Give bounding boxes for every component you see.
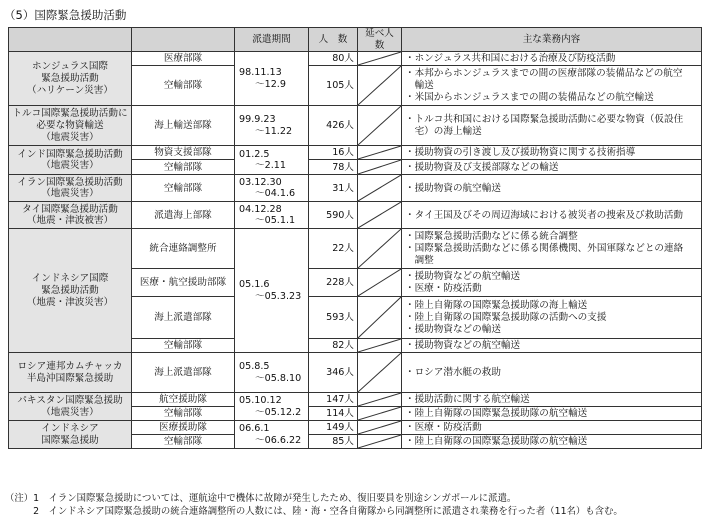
dispatch-period: 04.12.28 ～05.1.1 — [235, 202, 309, 229]
diagonal-line — [358, 269, 401, 296]
diagonal-line — [358, 297, 401, 338]
cumulative-empty-cell — [358, 353, 402, 393]
diagonal-line — [358, 421, 401, 434]
personnel-count: 149人 — [309, 421, 358, 435]
duty-description: ・タイ王国及びその周辺海域における被災者の捜索及び救助活動 — [402, 202, 702, 229]
cumulative-empty-cell — [358, 52, 402, 66]
duty-description: ・援助物資の引き渡し及び援助物資に関する技術指導 — [402, 146, 702, 160]
diagonal-line — [358, 393, 401, 406]
unit-name: 海上輸送部隊 — [132, 106, 235, 146]
header-activity — [9, 28, 132, 52]
activity-name: インドネシア 国際緊急援助 — [9, 421, 132, 449]
unit-name: 空輸部隊 — [132, 160, 235, 175]
personnel-count: 22人 — [309, 229, 358, 269]
personnel-count: 228人 — [309, 269, 358, 297]
footnote-1: （注）1 イラン国際緊急援助については、運航途中で機体に故障が発生したため、復旧要員を別途シンガポールに派遣。 — [5, 493, 517, 504]
header-duties: 主な業務内容 — [402, 28, 702, 52]
unit-name: 医療部隊 — [132, 52, 235, 66]
activity-name: トルコ国際緊急援助活動に 必要な物資輸送 （地震災害） — [9, 106, 132, 146]
dispatch-period: 05.10.12 ～05.12.2 — [235, 393, 309, 421]
personnel-count: 426人 — [309, 106, 358, 146]
activity-name: ホンジュラス国際 緊急援助活動 （ハリケーン災害） — [9, 52, 132, 106]
duty-description: ・医療・防疫活動 — [402, 421, 702, 435]
activity-name: イラン国際緊急援助活動 （地震災害） — [9, 175, 132, 202]
unit-name: 空輸部隊 — [132, 339, 235, 353]
cumulative-empty-cell — [358, 202, 402, 229]
personnel-count: 16人 — [309, 146, 358, 160]
cumulative-empty-cell — [358, 106, 402, 146]
unit-name: 航空援助隊 — [132, 393, 235, 407]
unit-name: 海上派遣部隊 — [132, 353, 235, 393]
footnote-2: 2 インドネシア国際緊急援助の統合連絡調整所の人数には、陸・海・空各自衛隊から同調整所に派遣され業務を行った者（11名）も含む。 — [5, 506, 623, 518]
table-row — [9, 353, 702, 393]
personnel-count: 78人 — [309, 160, 358, 175]
cumulative-empty-cell — [358, 269, 402, 297]
diagonal-line — [358, 435, 401, 448]
cumulative-empty-cell — [358, 393, 402, 407]
unit-name: 空輸部隊 — [132, 66, 235, 106]
duty-description: ・トルコ共和国における国際緊急援助活動に必要な物資（仮設住 宅）の海上輸送 — [402, 106, 702, 146]
header-period: 派遣期間 — [235, 28, 309, 52]
cumulative-empty-cell — [358, 146, 402, 160]
cumulative-empty-cell — [358, 66, 402, 106]
dispatch-period: 99.9.23 ～11.22 — [235, 106, 309, 146]
personnel-count: 80人 — [309, 52, 358, 66]
unit-name: 空輸部隊 — [132, 175, 235, 202]
activity-name: インドネシア国際 緊急援助活動 （地震・津波災害） — [9, 229, 132, 353]
table-row — [9, 106, 702, 146]
diagonal-line — [358, 146, 401, 159]
unit-name: 医療援助隊 — [132, 421, 235, 435]
unit-name: 派遣海上部隊 — [132, 202, 235, 229]
duty-description: ・援助物資の航空輸送 — [402, 175, 702, 202]
cumulative-empty-cell — [358, 175, 402, 202]
table-row — [9, 202, 702, 229]
personnel-count: 82人 — [309, 339, 358, 353]
diagonal-line — [358, 407, 401, 420]
personnel-count: 590人 — [309, 202, 358, 229]
relief-activities-table — [8, 27, 702, 449]
duty-description: ・ホンジュラス共和国における治療及び防疫活動 — [402, 52, 702, 66]
duty-description: ・援助物資などの航空輸送 ・医療・防疫活動 — [402, 269, 702, 297]
header-cumulative: 延べ人数 — [358, 28, 402, 52]
table-row — [9, 393, 702, 407]
duty-description: ・陸上自衛隊の国際緊急援助隊の航空輸送 — [402, 435, 702, 449]
dispatch-period: 03.12.30 ～04.1.6 — [235, 175, 309, 202]
diagonal-line — [358, 202, 401, 228]
diagonal-line — [358, 66, 401, 105]
table-row — [9, 52, 702, 66]
unit-name: 空輸部隊 — [132, 407, 235, 421]
unit-name: 海上派遣部隊 — [132, 297, 235, 339]
personnel-count: 85人 — [309, 435, 358, 449]
diagonal-line — [358, 160, 401, 174]
header-personnel: 人 数 — [309, 28, 358, 52]
duty-description: ・陸上自衛隊の国際緊急援助隊の海上輸送 ・陸上自衛隊の国際緊急援助隊の活動への支援 ・援助物資などの輸送 — [402, 297, 702, 339]
diagonal-line — [358, 175, 401, 201]
diagonal-line — [358, 339, 401, 352]
diagonal-line — [358, 229, 401, 268]
personnel-count: 31人 — [309, 175, 358, 202]
diagonal-line — [358, 106, 401, 145]
personnel-count: 114人 — [309, 407, 358, 421]
activity-name: インド国際緊急援助活動 （地震災害） — [9, 146, 132, 175]
dispatch-period: 05.8.5 ～05.8.10 — [235, 353, 309, 393]
activity-name: ロシア連邦カムチャッカ 半島沖国際緊急援助 — [9, 353, 132, 393]
diagonal-line — [358, 353, 401, 392]
unit-name: 医療・航空援助部隊 — [132, 269, 235, 297]
unit-name: 物資支援部隊 — [132, 146, 235, 160]
duty-description: ・援助物資などの航空輸送 — [402, 339, 702, 353]
dispatch-period: 98.11.13 ～12.9 — [235, 52, 309, 106]
dispatch-period: 06.6.1 ～06.6.22 — [235, 421, 309, 449]
duty-description: ・国際緊急援助活動などに係る統合調整 ・国際緊急援助活動などに係る関係機関、外国軍隊などとの連絡 調整 — [402, 229, 702, 269]
table-row — [9, 421, 702, 435]
cumulative-empty-cell — [358, 229, 402, 269]
personnel-count: 593人 — [309, 297, 358, 339]
cumulative-empty-cell — [358, 339, 402, 353]
unit-name: 空輸部隊 — [132, 435, 235, 449]
section-title: （5）国際緊急援助活動 — [4, 8, 127, 22]
personnel-count: 346人 — [309, 353, 358, 393]
cumulative-empty-cell — [358, 160, 402, 175]
personnel-count: 147人 — [309, 393, 358, 407]
duty-description: ・援助物資及び支援部隊などの輸送 — [402, 160, 702, 175]
duty-description: ・陸上自衛隊の国際緊急援助隊の航空輸送 — [402, 407, 702, 421]
unit-name: 統合連絡調整所 — [132, 229, 235, 269]
footnotes — [5, 492, 623, 519]
activity-name: タイ国際緊急援助活動 （地震・津波被害） — [9, 202, 132, 229]
activity-name: パキスタン国際緊急援助 （地震災害） — [9, 393, 132, 421]
duty-description: ・ロシア潜水艇の救助 — [402, 353, 702, 393]
duty-description: ・援助活動に関する航空輸送 — [402, 393, 702, 407]
duty-description: ・本邦からホンジュラスまでの間の医療部隊の装備品などの航空 輸送 ・米国からホンジュラスまでの間の装備品などの航空輸送 — [402, 66, 702, 106]
dispatch-period: 05.1.6 ～05.3.23 — [235, 229, 309, 353]
table-row — [9, 175, 702, 202]
dispatch-period: 01.2.5 ～2.11 — [235, 146, 309, 175]
personnel-count: 105人 — [309, 66, 358, 106]
cumulative-empty-cell — [358, 435, 402, 449]
table-row — [9, 146, 702, 160]
table-header-row — [9, 28, 702, 52]
table-row — [9, 229, 702, 269]
cumulative-empty-cell — [358, 421, 402, 435]
cumulative-empty-cell — [358, 407, 402, 421]
cumulative-empty-cell — [358, 297, 402, 339]
diagonal-line — [358, 52, 401, 65]
header-unit — [132, 28, 235, 52]
